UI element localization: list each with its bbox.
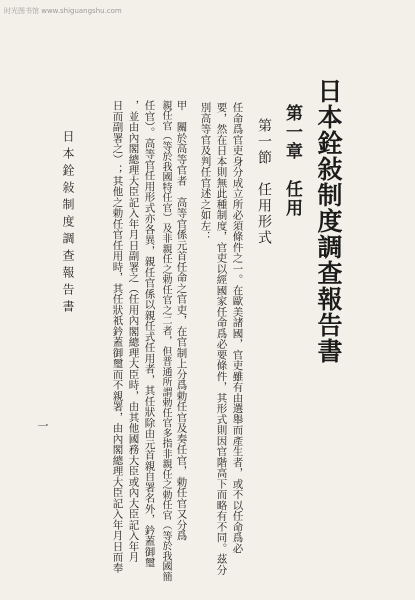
section-heading: 第一節 任用形式 [256, 118, 272, 246]
document-title: 日本銓敍制度調查報告書 [314, 78, 343, 364]
body-column: 甲 關於高等官者 高等官係元首任命之官吏，在官制上分爲勅任官及奏任官，勅任官又分爲 [175, 100, 188, 541]
body-column: 日而副署之）；其他之勅任官任用時，其任狀祇鈐蓋御璽而不親署，由內閣總理大臣記入年月日而奉 [111, 100, 124, 573]
body-column: 任命爲官吏身分成立所必須條件之一。在歐美諸國，官吏雖有由選舉而產生者，或不以任命爲必 [231, 102, 244, 554]
body-column: ，並由內閣總理大臣記入年月日副署之（任用內閣總理大臣時，由其他國務大臣或內大臣記入年月 [127, 100, 140, 563]
watermark: 时光图书馆 www.shiguangshu.com [4, 7, 122, 15]
running-title: 日本銓敍制度調查報告書 [61, 130, 75, 317]
body-column: 任官）。高等官任用形式亦各異，親任官係以親任式任用者，其任狀除由元首親自署名外，鈐蓋御璽 [143, 100, 156, 568]
body-column: 親任官（等於我國特任官）及非親任之勅任官之二者，但普通所謂勅任官多指非親任之勅任官（等於我國簡 [160, 100, 171, 582]
chapter-heading: 第一章 任用 [282, 104, 302, 218]
body-column: 要，然在日本則無此種制度，官吏以經國家任命爲必要條件，其形式則因官階高下而略有不同。茲分 [215, 102, 228, 575]
body-column: 別高等官及判任官述之如左： [199, 102, 212, 242]
page-number: 一 [36, 420, 49, 431]
